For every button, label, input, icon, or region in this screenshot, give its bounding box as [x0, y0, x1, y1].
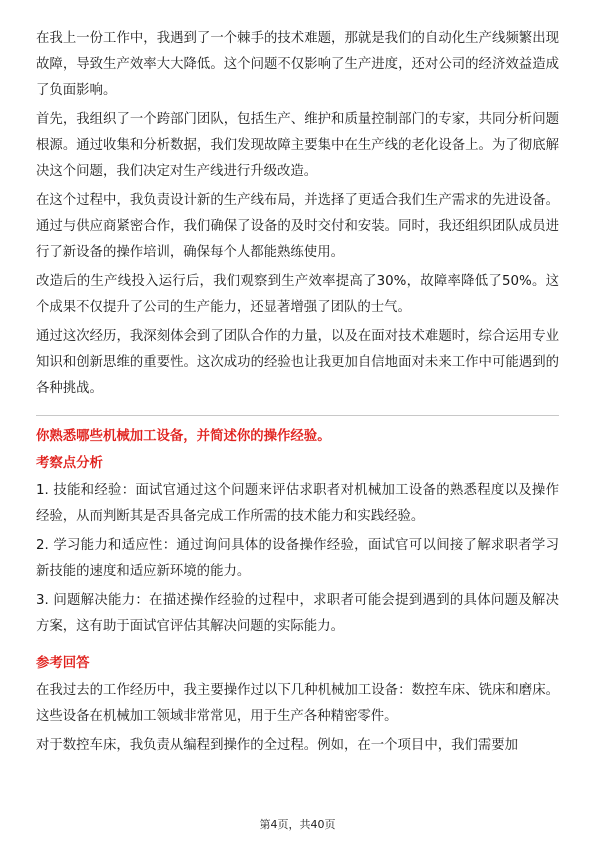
analysis-heading: 考察点分析 [36, 456, 103, 471]
analysis-item: 2. 学习能力和适应性：通过询问具体的设备操作经验，面试官可以间接了解求职者学习新技能的速度和适应新环境的能力。 [36, 538, 559, 579]
body-paragraph: 通过这次经历，我深刻体会到了团队合作的力量，以及在面对技术难题时，综合运用专业知识和创新思维的重要性。这次成功的经验也让我更加自信地面对未来工作中可能遇到的各种挑战。 [36, 329, 559, 396]
section-divider [36, 415, 559, 416]
analysis-item: 1. 技能和经验：面试官通过这个问题来评估求职者对机械加工设备的熟悉程度以及操作经验，从而判断其是否具备完成工作所需的技术能力和实践经验。 [36, 483, 559, 524]
section-spacer [36, 643, 559, 653]
body-paragraph: 首先，我组织了一个跨部门团队，包括生产、维护和质量控制部门的专家，共同分析问题根源。通过收集和分析数据，我们发现故障主要集中在生产线的老化设备上。为了彻底解决这个问题，我们决定对生产线进行升级改造。 [36, 112, 559, 179]
document-page [36, 26, 559, 762]
body-paragraph: 在这个过程中，我负责设计新的生产线布局，并选择了更适合我们生产需求的先进设备。通过与供应商紧密合作，我们确保了设备的及时交付和安装。同时，我还组织团队成员进行了新设备的操作培训，确保每个人都能熟练使用。 [36, 193, 559, 260]
analysis-section [36, 453, 559, 640]
answer-paragraph: 对于数控车床，我负责从编程到操作的全过程。例如，在一个项目中，我们需要加 [36, 738, 519, 753]
body-paragraph: 改造后的生产线投入运行后，我们观察到生产效率提高了30%，故障率降低了50%。这个成果不仅提升了公司的生产能力，还显著增强了团队的士气。 [36, 274, 559, 315]
answer-paragraph: 在我过去的工作经历中，我主要操作过以下几种机械加工设备：数控车床、铣床和磨床。这些设备在机械加工领域非常常见，用于生产各种精密零件。 [36, 683, 559, 724]
body-paragraph: 在我上一份工作中，我遇到了一个棘手的技术难题，那就是我们的自动化生产线频繁出现故障，导致生产效率大大降低。这个问题不仅影响了生产进度，还对公司的经济效益造成了负面影响。 [36, 31, 559, 98]
page-number: 第4页，共40页 [259, 818, 336, 831]
previous-answer-section [36, 26, 559, 402]
answer-heading: 参考回答 [36, 656, 90, 671]
interview-question: 你熟悉哪些机械加工设备，并简述你的操作经验。 [36, 429, 331, 444]
answer-section [36, 653, 559, 759]
analysis-item: 3. 问题解决能力：在描述操作经验的过程中，求职者可能会提到遇到的具体问题及解决方案，这有助于面试官评估其解决问题的实际能力。 [36, 593, 559, 634]
